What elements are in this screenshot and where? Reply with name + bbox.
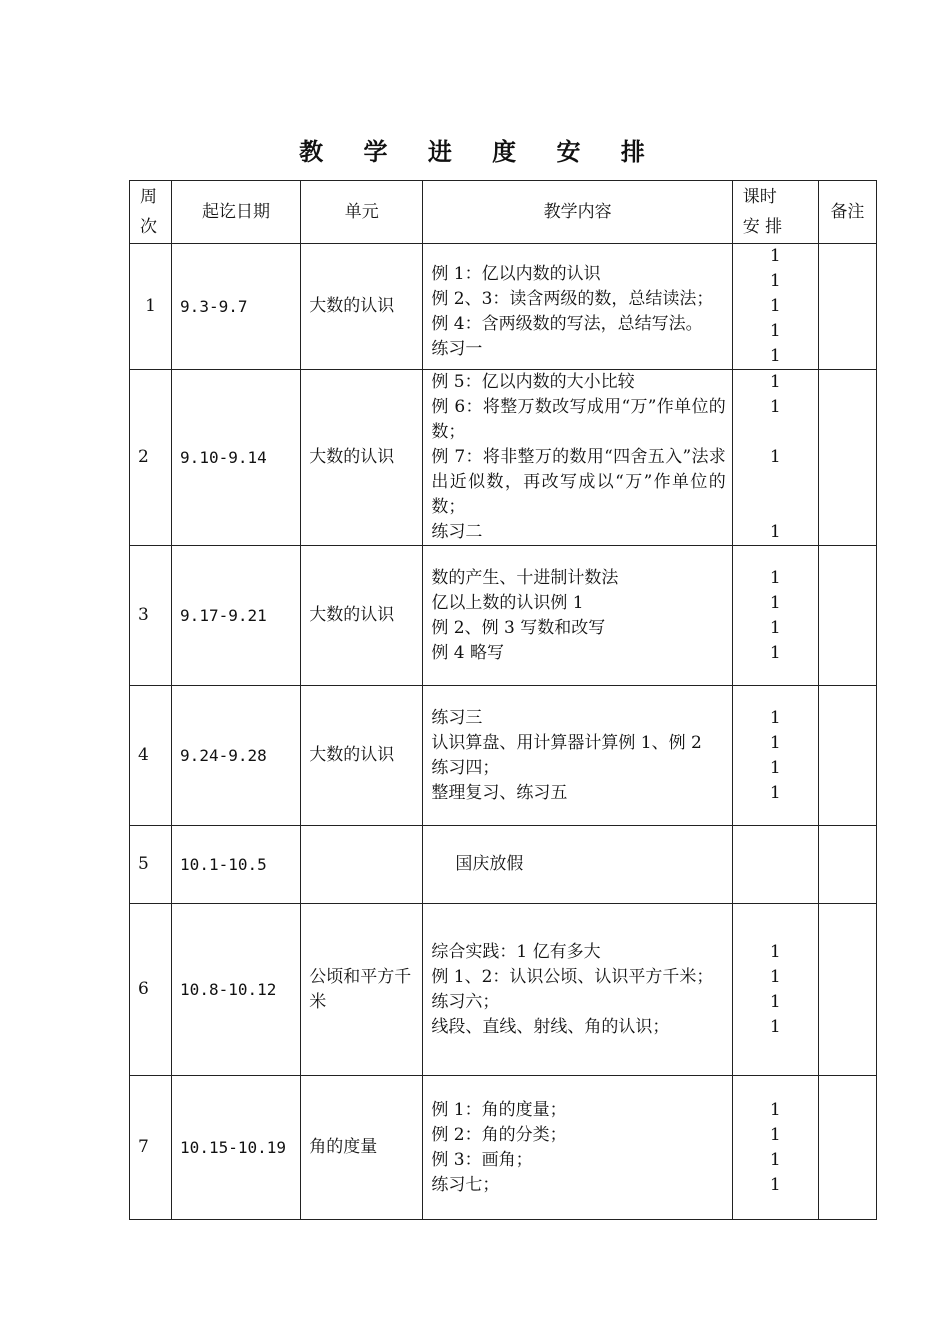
unit-cell: 角的度量 bbox=[301, 1076, 423, 1220]
content-line: 练习三 bbox=[431, 707, 483, 728]
content-line: 例 2、3：读含两级的数，总结读法； bbox=[431, 288, 714, 309]
content-line: 例 4 略写 bbox=[431, 642, 504, 663]
page-title: 教 学 进 度 安 排 bbox=[299, 138, 661, 166]
table-row bbox=[130, 904, 877, 1076]
unit-cell: 大数的认识 bbox=[301, 546, 423, 686]
hours-value: 1 bbox=[769, 321, 781, 341]
hours-gap bbox=[733, 470, 818, 495]
hours-value: 1 bbox=[769, 1124, 781, 1145]
hours-value: 1 bbox=[769, 941, 781, 962]
content-line: 例 2、例 3 写数和改写 bbox=[431, 617, 606, 638]
content-line: 练习四； bbox=[431, 757, 500, 778]
hours-value: 1 bbox=[769, 372, 781, 392]
hours-cell bbox=[732, 244, 818, 370]
hours-value: 1 bbox=[769, 346, 781, 366]
hours-value: 1 bbox=[769, 1099, 781, 1120]
hours-cell bbox=[732, 370, 818, 546]
date-cell: 10.8-10.12 bbox=[172, 904, 301, 1076]
header-note: 备注 bbox=[818, 181, 876, 244]
content-cell bbox=[423, 1076, 732, 1220]
week-cell: 7 bbox=[130, 1076, 172, 1220]
note-cell bbox=[818, 370, 876, 546]
week-cell: 4 bbox=[130, 686, 172, 826]
hours-value: 1 bbox=[769, 246, 781, 266]
unit-cell: 大数的认识 bbox=[301, 244, 423, 370]
content-cell bbox=[423, 546, 732, 686]
hours-value: 1 bbox=[769, 707, 781, 728]
table-row bbox=[130, 370, 877, 546]
content-line: 国庆放假 bbox=[455, 854, 524, 874]
hours-value: 1 bbox=[769, 271, 781, 291]
table-row bbox=[130, 546, 877, 686]
content-line: 例 6：将整万数改写成用“万”作单位的数； bbox=[431, 397, 726, 442]
header-hours-line2: 安 排 bbox=[742, 217, 783, 237]
hours-value: 1 bbox=[769, 592, 781, 613]
header-hours-line1: 课时 bbox=[742, 187, 777, 207]
content-line: 练习七； bbox=[431, 1174, 500, 1195]
content-line: 练习二 bbox=[431, 522, 483, 542]
hours-cell bbox=[732, 686, 818, 826]
header-week: 周次 bbox=[130, 181, 172, 244]
date-cell: 9.17-9.21 bbox=[172, 546, 301, 686]
unit-cell: 大数的认识 bbox=[301, 686, 423, 826]
hours-value: 1 bbox=[769, 757, 781, 778]
header-content: 教学内容 bbox=[423, 181, 732, 244]
note-cell bbox=[818, 904, 876, 1076]
content-line: 例 2：角的分类； bbox=[431, 1124, 567, 1145]
content-line: 数的产生、十进制计数法 bbox=[431, 567, 619, 588]
hours-cell bbox=[732, 1076, 818, 1220]
header-unit: 单元 bbox=[301, 181, 423, 244]
content-cell bbox=[423, 826, 732, 904]
unit-cell: 大数的认识 bbox=[301, 370, 423, 546]
hours-value: 1 bbox=[769, 966, 781, 987]
content-line: 例 5：亿以内数的大小比较 bbox=[431, 372, 635, 392]
hours-value: 1 bbox=[769, 642, 781, 663]
content-line: 认识算盘、用计算器计算例 1、例 2 bbox=[431, 732, 702, 753]
content-line: 亿以上数的认识例 1 bbox=[431, 592, 584, 613]
header-hours bbox=[732, 181, 818, 244]
hours-value: 1 bbox=[769, 732, 781, 753]
hours-value: 1 bbox=[769, 991, 781, 1012]
content-line: 线段、直线、射线、角的认识； bbox=[431, 1016, 670, 1037]
week-cell: 5 bbox=[130, 826, 172, 904]
hours-gap bbox=[733, 420, 818, 445]
hours-value: 1 bbox=[769, 567, 781, 588]
hours-value: 1 bbox=[769, 397, 781, 417]
table-row bbox=[130, 826, 877, 904]
note-cell bbox=[818, 244, 876, 370]
content-line: 综合实践：1 亿有多大 bbox=[431, 941, 601, 962]
hours-cell bbox=[732, 826, 818, 904]
content-cell bbox=[423, 244, 732, 370]
table-row bbox=[130, 244, 877, 370]
content-line: 例 1：角的度量； bbox=[431, 1099, 567, 1120]
hours-value: 1 bbox=[769, 296, 781, 316]
content-line: 练习六； bbox=[431, 991, 500, 1012]
hours-value: 1 bbox=[769, 617, 781, 638]
table-row bbox=[130, 686, 877, 826]
date-cell: 10.1-10.5 bbox=[172, 826, 301, 904]
hours-cell bbox=[732, 904, 818, 1076]
content-line: 例 1：亿以内数的认识 bbox=[431, 263, 601, 284]
content-line: 例 1、2：认识公顷、认识平方千米； bbox=[431, 966, 714, 987]
hours-value: 1 bbox=[769, 522, 781, 542]
hours-value: 1 bbox=[769, 1174, 781, 1195]
content-cell bbox=[423, 904, 732, 1076]
content-line: 例 3：画角； bbox=[431, 1149, 533, 1170]
table-header-row bbox=[130, 181, 877, 244]
date-cell: 9.10-9.14 bbox=[172, 370, 301, 546]
content-line: 练习一 bbox=[431, 338, 483, 359]
header-date: 起讫日期 bbox=[172, 181, 301, 244]
date-cell: 9.24-9.28 bbox=[172, 686, 301, 826]
hours-cell bbox=[732, 546, 818, 686]
content-line: 例 4：含两级数的写法，总结写法。 bbox=[431, 313, 703, 334]
hours-value: 1 bbox=[769, 782, 781, 803]
note-cell bbox=[818, 826, 876, 904]
hours-value: 1 bbox=[769, 1016, 781, 1037]
note-cell bbox=[818, 686, 876, 826]
week-cell: 3 bbox=[130, 546, 172, 686]
week-cell: 2 bbox=[130, 370, 172, 546]
note-cell bbox=[818, 1076, 876, 1220]
week-cell: 1 bbox=[130, 244, 172, 370]
date-cell: 9.3-9.7 bbox=[172, 244, 301, 370]
schedule-table bbox=[129, 180, 877, 1220]
unit-cell: 公顷和平方千米 bbox=[301, 904, 423, 1076]
content-line: 整理复习、练习五 bbox=[431, 782, 568, 803]
hours-gap bbox=[733, 495, 818, 520]
week-cell: 6 bbox=[130, 904, 172, 1076]
content-line: 例 7：将非整万的数用“四舍五入”法求出近似数，再改写成以“万”作单位的数； bbox=[431, 447, 726, 517]
content-cell bbox=[423, 370, 732, 546]
date-cell: 10.15-10.19 bbox=[172, 1076, 301, 1220]
note-cell bbox=[818, 546, 876, 686]
hours-value: 1 bbox=[769, 447, 781, 467]
table-row bbox=[130, 1076, 877, 1220]
unit-cell bbox=[301, 826, 423, 904]
content-cell bbox=[423, 686, 732, 826]
hours-value: 1 bbox=[769, 1149, 781, 1170]
